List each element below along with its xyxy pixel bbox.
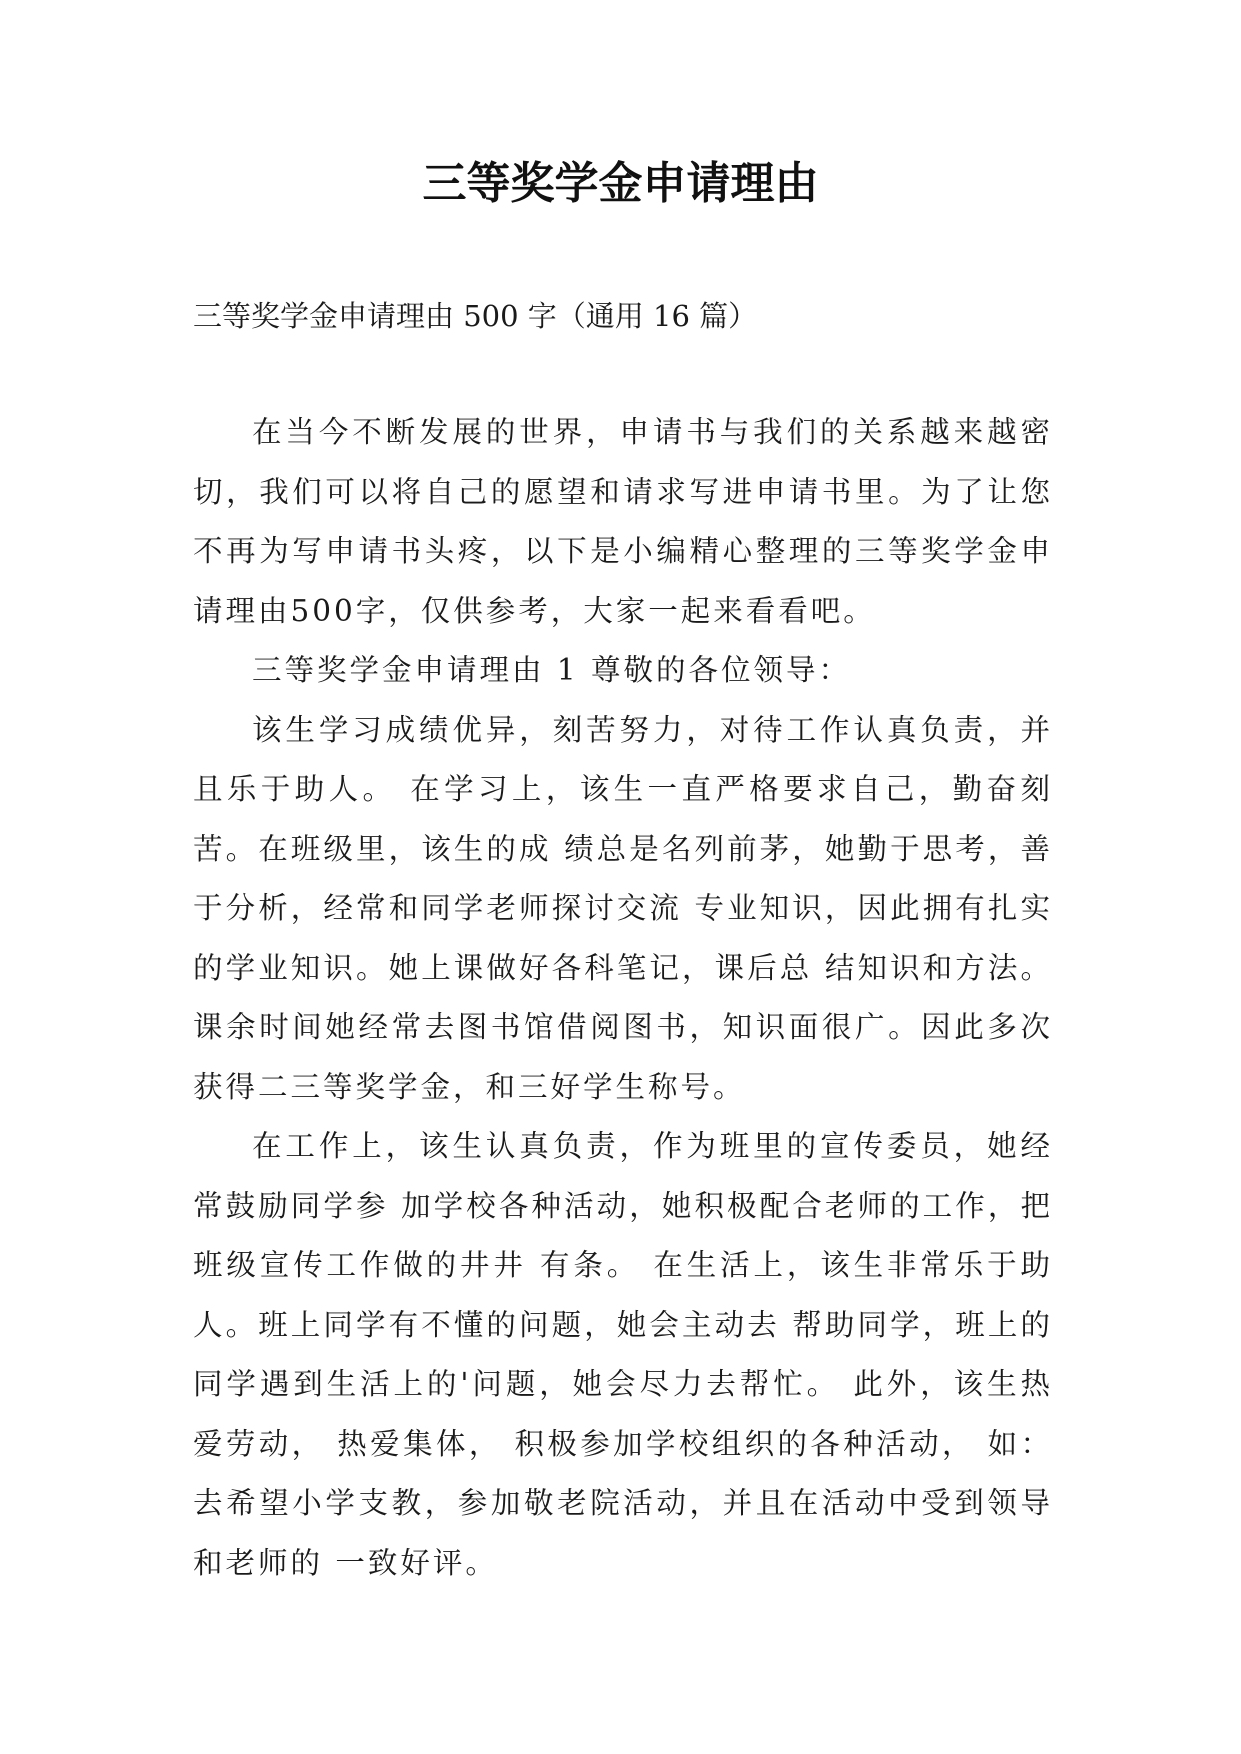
paragraph-intro: 在当今不断发展的世界，申请书与我们的关系越来越密切，我们可以将自己的愿望和请求写进申请书里。为了让您不再为写申请书头疼，以下是小编精心整理的三等奖学金申请理由500字，仅供参考，大家一起来看看吧。 <box>193 415 1053 628</box>
document-title: 三等奖学金申请理由 <box>422 158 819 209</box>
paragraph-study: 该生学习成绩优异，刻苦努力，对待工作认真负责，并且乐于助人。 在学习上，该生一直严格要求自己，勤奋刻苦。在班级里，该生的成 绩总是名列前茅，她勤于思考，善于分析，经常和同学老师探讨交流 专业知识，因此拥有扎实的学业知识。她上课做好各科笔记，课后总 结知识和方法。课余时间她经常去图书馆借阅图书，知识面很广。因此多次获得二三等奖学金，和三好学生称号。 <box>193 712 1053 1104</box>
document-body <box>193 403 1053 1593</box>
document-subtitle: 三等奖学金申请理由 500 字（通用 16 篇） <box>193 299 758 333</box>
paragraph-salutation: 三等奖学金申请理由 1 尊敬的各位领导： <box>252 653 852 687</box>
paragraph-work-life: 在工作上，该生认真负责，作为班里的宣传委员，她经常鼓励同学参 加学校各种活动，她积极配合老师的工作，把班级宣传工作做的井井 有条。 在生活上，该生非常乐于助人。班上同学有不懂的问题，她会主动去 帮助同学，班上的同学遇到生活上的'问题，她会尽力去帮忙。 此外，该生热爱劳动， 热爱集体， 积极参加学校组织的各种活动， 如： 去希望小学支教，参加敬老院活动，并且在活动中受到领导和老师的 一致好评。 <box>193 1129 1053 1580</box>
